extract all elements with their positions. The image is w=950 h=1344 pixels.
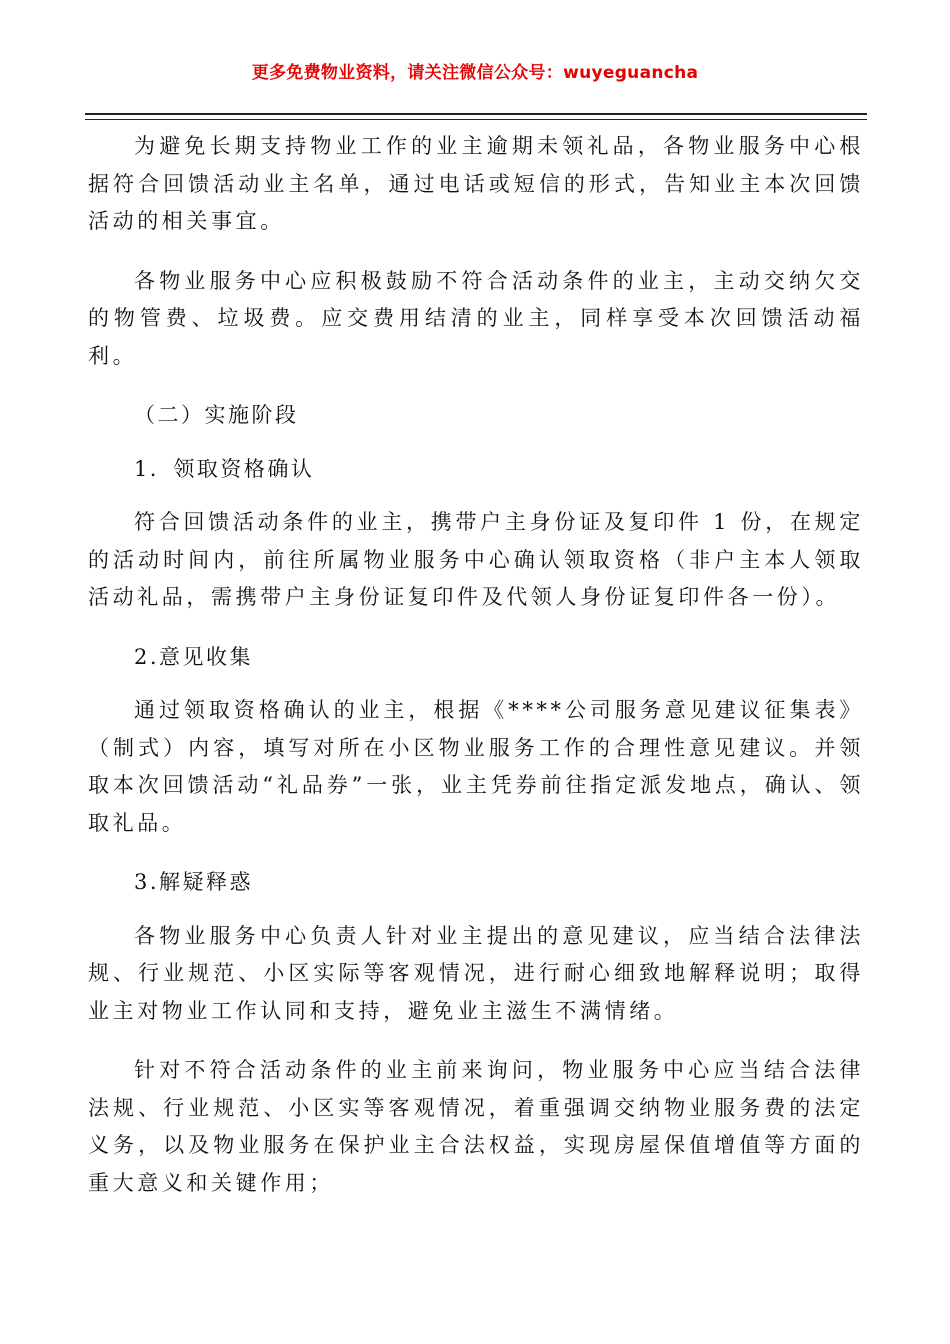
subheading-feedback: 2.意见收集 [134, 644, 254, 669]
header-rule-thick [85, 113, 867, 115]
paragraph-non-qualified: 针对不符合活动条件的业主前来询问，物业服务中心应当结合法律法规、行业规范、小区实等客观情况，着重强调交纳物业服务费的法定义务，以及物业服务在保护业主合法权益，实现房屋保值增值等方面的重大意义和关键作用； [88, 1058, 864, 1195]
paragraph-notify-owners: 为避免长期支持物业工作的业主逾期未领礼品，各物业服务中心根据符合回馈活动业主名单，通过电话或短信的形式，告知业主本次回馈活动的相关事宜。 [88, 134, 864, 233]
document-body [88, 128, 864, 1224]
promo-header: 更多免费物业资料，请关注微信公众号：wuyeguancha [251, 63, 699, 83]
paragraph-feedback: 通过领取资格确认的业主，根据《****公司服务意见建议征集表》（制式）内容，填写对所在小区物业服务工作的合理性意见建议。并领取本次回馈活动“礼品券”一张，业主凭券前往指定派发地点，确认、领取礼品。 [88, 698, 864, 835]
subheading-explanation: 3.解疑释惑 [134, 870, 254, 894]
header-rule-thin [85, 119, 867, 120]
paragraph-qualification: 符合回馈活动条件的业主，携带户主身份证及复印件 1 份，在规定的活动时间内，前往所属物业服务中心确认领取资格（非户主本人领取活动礼品，需携带户主身份证复印件及代领人身份证复印件各一份）。 [88, 510, 864, 609]
paragraph-encourage-payment: 各物业服务中心应积极鼓励不符合活动条件的业主，主动交纳欠交的物管费、垃圾费。应交费用结清的业主，同样享受本次回馈活动福利。 [88, 268, 864, 368]
subheading-qualification: 1．领取资格确认 [134, 456, 315, 481]
section-heading-implementation: （二）实施阶段 [134, 403, 299, 427]
paragraph-explanation: 各物业服务中心负责人针对业主提出的意见建议，应当结合法律法规、行业规范、小区实际等客观情况，进行耐心细致地解释说明；取得业主对物业工作认同和支持，避免业主滋生不满情绪。 [88, 923, 864, 1023]
